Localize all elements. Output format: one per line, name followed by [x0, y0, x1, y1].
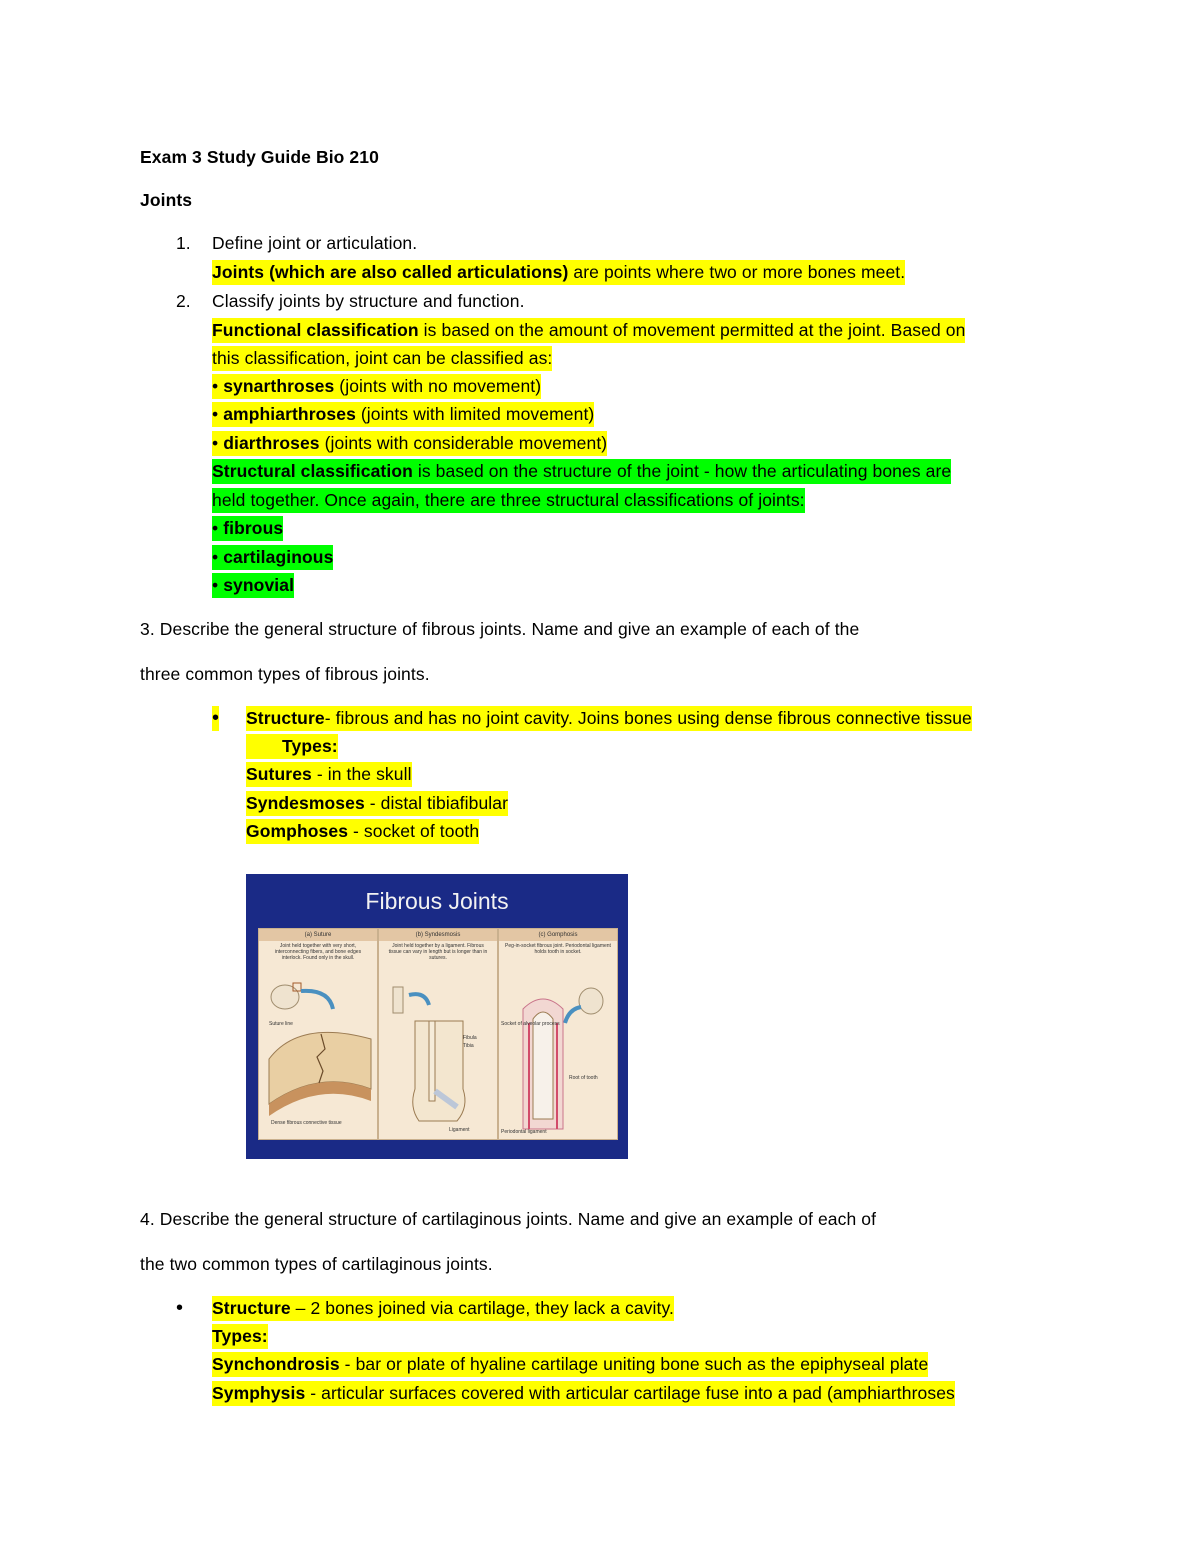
- tibia-fibula-illustration: [379, 979, 497, 1137]
- panel-header: (c) Gomphosis: [499, 929, 617, 941]
- list-item: • cartilaginous: [212, 545, 333, 570]
- fibrous-joints-figure: [246, 874, 628, 1159]
- list-item: • amphiarthroses (joints with limited movement): [212, 402, 594, 427]
- section-heading: Joints: [140, 190, 193, 210]
- q1-answer: Joints (which are also called articulations) are points where two or more bones meet.: [212, 260, 905, 285]
- q3-type-item: Syndesmoses - distal tibiafibular: [246, 791, 508, 816]
- bullet: •: [176, 1297, 184, 1319]
- list-item: • synarthroses (joints with no movement): [212, 374, 541, 399]
- q3-types-label: Types:: [246, 734, 338, 759]
- list-item: • fibrous: [212, 516, 283, 541]
- q4-structure: Structure – 2 bones joined via cartilage, they lack a cavity.: [212, 1296, 674, 1321]
- figure-title: Fibrous Joints: [365, 888, 509, 914]
- figure-panel-suture: [258, 928, 378, 1140]
- q3-type-item: Gomphoses - socket of tooth: [246, 819, 479, 844]
- label-socket: Socket of alveolar process: [501, 1021, 560, 1027]
- q2-question: Classify joints by structure and function.: [212, 291, 525, 311]
- q4-question-cont: the two common types of cartilaginous joints.: [140, 1254, 493, 1274]
- figure-panel-gomphosis: [498, 928, 618, 1140]
- panel-description: Peg-in-socket fibrous joint. Periodontal ligament holds tooth in socket.: [505, 943, 611, 955]
- skull-suture-illustration: [259, 979, 377, 1137]
- list-item: • diarthroses (joints with considerable movement): [212, 431, 607, 456]
- list-item: • synovial: [212, 573, 294, 598]
- q1-number: 1.: [176, 233, 191, 253]
- label-tibia: Tibia: [463, 1043, 474, 1049]
- functional-classification-cont: this classification, joint can be classified as:: [212, 346, 552, 371]
- panel-header: (a) Suture: [259, 929, 377, 941]
- q2-number: 2.: [176, 291, 191, 311]
- label-suture-line: Suture line: [269, 1021, 293, 1027]
- document-title: Exam 3 Study Guide Bio 210: [140, 147, 379, 167]
- q3-type-item: Sutures - in the skull: [246, 762, 412, 787]
- bullet: •: [212, 707, 220, 729]
- label-dense-tissue: Dense fibrous connective tissue: [271, 1120, 342, 1126]
- q3-structure: Structure- fibrous and has no joint cavity. Joins bones using dense fibrous connective tissue: [246, 706, 972, 731]
- q3-question-cont: three common types of fibrous joints.: [140, 664, 430, 684]
- label-fibula: Fibula: [463, 1035, 477, 1041]
- q4-types-label: Types:: [212, 1324, 268, 1349]
- q4-question: 4. Describe the general structure of cartilaginous joints. Name and give an example of each of: [140, 1209, 877, 1229]
- tooth-socket-illustration: [499, 979, 617, 1137]
- q4-type-item: Synchondrosis - bar or plate of hyaline cartilage uniting bone such as the epiphyseal plate: [212, 1352, 928, 1377]
- panel-header: (b) Syndesmosis: [379, 929, 497, 941]
- q4-type-item: Symphysis - articular surfaces covered with articular cartilage fuse into a pad (amphiarthroses: [212, 1381, 955, 1406]
- label-ligament: Ligament: [449, 1127, 470, 1133]
- q3-question: 3. Describe the general structure of fibrous joints. Name and give an example of each of the: [140, 619, 860, 639]
- figure-panel-syndesmosis: [378, 928, 498, 1140]
- functional-classification: Functional classification is based on the amount of movement permitted at the joint. Based on: [212, 318, 965, 343]
- structural-classification: Structural classification is based on the structure of the joint - how the articulating bones are: [212, 459, 951, 484]
- q1-question: Define joint or articulation.: [212, 233, 418, 253]
- structural-classification-cont: held together. Once again, there are three structural classifications of joints:: [212, 488, 805, 513]
- label-periodontal: Periodontal ligament: [501, 1129, 547, 1135]
- label-root-of-tooth: Root of tooth: [569, 1075, 598, 1081]
- panel-description: Joint held together with very short, interconnecting fibers, and bone edges interlock. Found only in the skull.: [274, 943, 362, 961]
- panel-description: Joint held together by a ligament. Fibrous tissue can vary in length but is longer than in sutures.: [388, 943, 488, 961]
